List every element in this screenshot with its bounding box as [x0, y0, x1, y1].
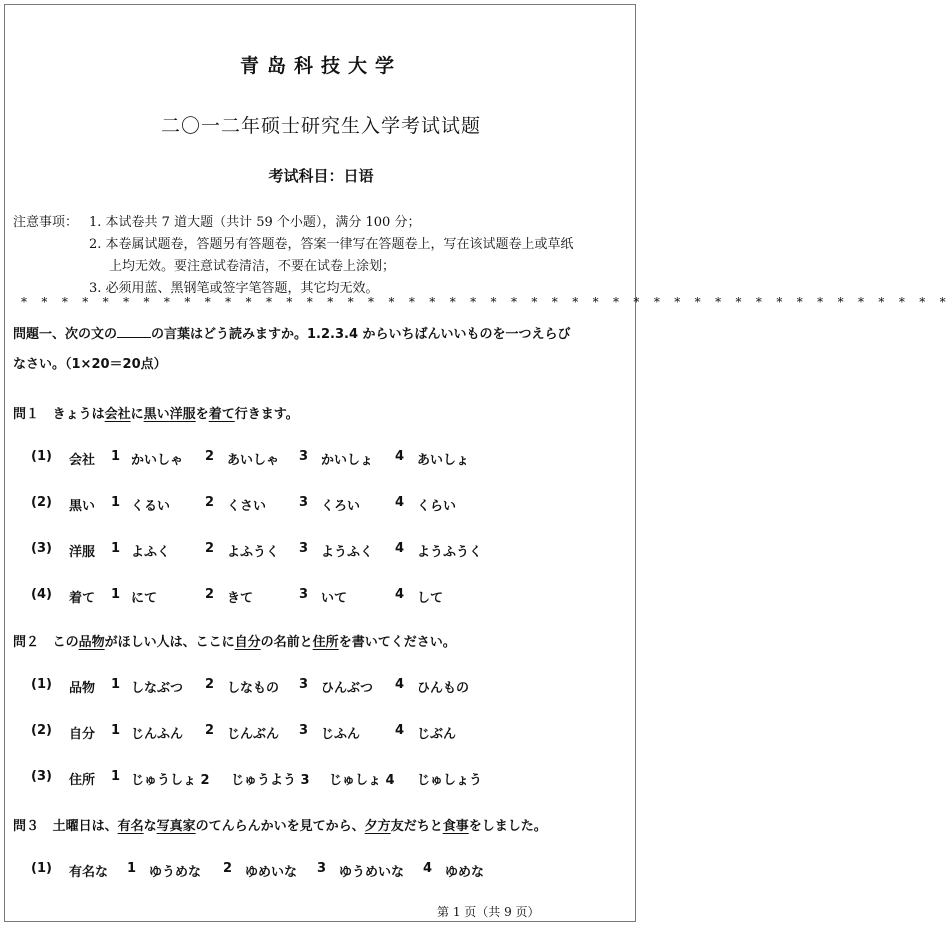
- option-text: ようふく: [321, 545, 374, 560]
- notes-label: 注意事项：: [13, 215, 79, 230]
- item-number: (2): [31, 495, 52, 510]
- note-line-2-cont: 上均无效。要注意试卷清洁，不要在试卷上涂划；: [109, 259, 396, 274]
- underlined-word: 黒い: [143, 407, 170, 422]
- section1-instruction-cont: なさい。（1×20＝20点）: [13, 357, 167, 372]
- option-text: じゅうよう 3: [231, 773, 310, 788]
- option-text: ゆめな: [445, 865, 485, 880]
- sentence-text: を書いてください。: [338, 635, 456, 650]
- option-text: あいしゃ: [227, 453, 280, 468]
- item-number: (3): [31, 769, 52, 784]
- option-text: いて: [321, 591, 348, 606]
- question-label: 問３: [13, 819, 40, 834]
- option-number: 3: [299, 541, 309, 556]
- instruction-part-a: 問題一、次の文の: [13, 327, 118, 342]
- sentence-text: に: [130, 407, 144, 422]
- option-number: 1: [127, 861, 137, 876]
- item-word: 有名な: [69, 865, 109, 880]
- sentence-text: 土曜日は、: [52, 819, 118, 834]
- option-text: くさい: [227, 499, 267, 514]
- option-text: よふうく: [227, 545, 280, 560]
- option-number: 2: [205, 495, 215, 510]
- underlined-word: 住所: [312, 635, 339, 650]
- instruction-part-b: の言葉はどう読みますか。1.2.3.4 からいちばんいいものを一つえらび: [151, 327, 571, 342]
- option-number: 3: [299, 449, 309, 464]
- underline-blank: [117, 327, 151, 338]
- option-text: じゅうしょ 2: [131, 773, 210, 788]
- option-text: ゆめいな: [245, 865, 298, 880]
- option-text: ひんもの: [417, 681, 470, 696]
- item-number: (1): [31, 677, 52, 692]
- question-2-sentence: [13, 631, 456, 650]
- option-text: にて: [131, 591, 158, 606]
- option-text: よふく: [131, 545, 171, 560]
- option-number: 1: [111, 541, 121, 556]
- sentence-text: この: [52, 635, 79, 650]
- option-text: じんふん: [131, 727, 184, 742]
- question-3-sentence: [13, 815, 547, 834]
- item-number: (1): [31, 861, 52, 876]
- option-text: くるい: [131, 499, 171, 514]
- exam-subject: 考试科目：日语: [268, 167, 374, 185]
- underlined-word: 会社: [104, 407, 131, 422]
- underlined-word: 洋服: [169, 407, 196, 422]
- option-number: 1: [111, 449, 121, 464]
- option-text: しなぶつ: [131, 681, 184, 696]
- option-number: 1: [111, 587, 121, 602]
- sentence-text: を: [195, 407, 209, 422]
- item-word: 会社: [69, 453, 96, 468]
- sentence-text: の名前と: [260, 635, 313, 650]
- option-text: じふん: [321, 727, 361, 742]
- item-word: 黒い: [69, 499, 96, 514]
- option-text: ゆうめな: [149, 865, 202, 880]
- item-number: (1): [31, 449, 52, 464]
- item-word: 自分: [69, 727, 96, 742]
- option-text: ゆうめいな: [339, 865, 405, 880]
- underlined-word: 自分: [234, 635, 261, 650]
- section1-instruction: [13, 323, 571, 342]
- underlined-word: 食事: [442, 819, 469, 834]
- option-number: 3: [299, 677, 309, 692]
- option-number: 3: [299, 495, 309, 510]
- option-number: 4: [395, 541, 405, 556]
- option-number: 4: [395, 449, 405, 464]
- option-text: かいしょ: [321, 453, 374, 468]
- sentence-text: がほしい人は、ここに: [104, 635, 235, 650]
- question-1-sentence: [13, 403, 299, 422]
- exam-title: 二〇一二年硕士研究生入学考试试题: [160, 115, 481, 137]
- option-number: 2: [205, 723, 215, 738]
- note-line-1: 1. 本试卷共 7 道大题（共计 59 个小题），满分 100 分；: [89, 215, 421, 230]
- underlined-word: 写真家: [156, 819, 196, 834]
- option-text: じゅしょう: [417, 773, 483, 788]
- option-number: 1: [111, 495, 121, 510]
- sentence-text: をしました。: [468, 819, 547, 834]
- option-number: 4: [395, 723, 405, 738]
- option-text: しなもの: [227, 681, 280, 696]
- option-number: 4: [395, 677, 405, 692]
- sentence-text: な: [143, 819, 157, 834]
- underlined-word: 着て: [208, 407, 235, 422]
- item-number: (2): [31, 723, 52, 738]
- page-footer: 第 1 页（共 9 页）: [437, 905, 540, 919]
- option-text: くろい: [321, 499, 361, 514]
- option-text: じんぶん: [227, 727, 280, 742]
- option-text: して: [417, 591, 444, 606]
- option-text: じぶん: [417, 727, 457, 742]
- sentence-text: きょうは: [52, 407, 105, 422]
- separator-stars: * * * * * * * * * * * * * * * * * * * * * * * * * * * * * * * * * * * * * * * * * * * * * *: [21, 295, 951, 309]
- option-text: きて: [227, 591, 254, 606]
- sentence-text: 行きます。: [234, 407, 299, 422]
- option-text: ひんぶつ: [321, 681, 374, 696]
- item-word: 着て: [69, 591, 96, 606]
- item-word: 洋服: [69, 545, 96, 560]
- option-number: 4: [395, 495, 405, 510]
- option-number: 2: [205, 541, 215, 556]
- option-number: 2: [205, 677, 215, 692]
- option-number: 2: [223, 861, 233, 876]
- option-number: 4: [395, 587, 405, 602]
- question-label: 問１: [13, 407, 40, 422]
- option-number: 3: [299, 587, 309, 602]
- note-line-3: 3. 必须用蓝、黑钢笔或签字笔答题，其它均无效。: [89, 281, 379, 296]
- item-word: 品物: [69, 681, 96, 696]
- option-text: じゅしょ 4: [329, 773, 395, 788]
- option-text: あいしょ: [417, 453, 470, 468]
- note-line-2: 2. 本卷属试题卷，答题另有答题卷，答案一律写在答题卷上，写在该试题卷上或草纸: [89, 237, 574, 252]
- option-text: かいしゃ: [131, 453, 184, 468]
- option-number: 1: [111, 723, 121, 738]
- item-number: (4): [31, 587, 52, 602]
- option-text: ようふうく: [417, 545, 483, 560]
- option-number: 4: [423, 861, 433, 876]
- sentence-text: 友だちと: [390, 819, 443, 834]
- option-number: 3: [317, 861, 327, 876]
- option-number: 2: [205, 587, 215, 602]
- underlined-word: 夕方: [364, 819, 391, 834]
- option-number: 1: [111, 769, 121, 784]
- item-number: (3): [31, 541, 52, 556]
- university-name: 青岛科技大学: [239, 55, 402, 77]
- option-number: 1: [111, 677, 121, 692]
- option-number: 3: [299, 723, 309, 738]
- exam-page: [4, 4, 951, 922]
- question-label: 問２: [13, 635, 40, 650]
- item-word: 住所: [69, 773, 96, 788]
- underlined-word: 品物: [78, 635, 105, 650]
- underlined-word: 有名: [117, 819, 144, 834]
- option-text: くらい: [417, 499, 457, 514]
- sentence-text: のてんらんかいを見てから、: [195, 819, 365, 834]
- option-number: 2: [205, 449, 215, 464]
